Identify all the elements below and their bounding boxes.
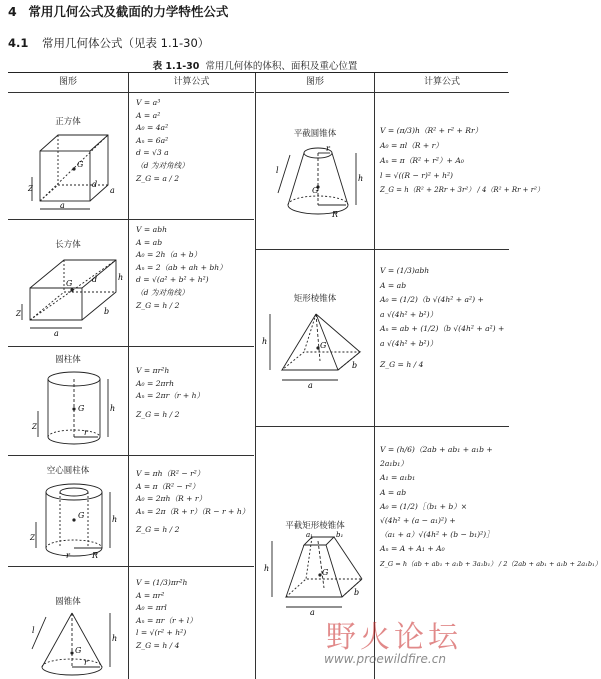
svg-text:h: h: [110, 404, 116, 413]
formula: A₀ = πl（R + r）: [380, 141, 443, 150]
formula: Aₙ = 6a²: [136, 135, 169, 145]
formula: V = abh: [136, 225, 167, 234]
svg-text:h: h: [112, 634, 118, 643]
formula: A = ab: [380, 280, 407, 290]
svg-text:R: R: [332, 210, 339, 219]
subsection-number: 4.1: [8, 36, 29, 50]
svg-text:d: d: [92, 180, 98, 189]
table-row: [256, 250, 509, 427]
shape-name: 平截圆锥体: [293, 129, 337, 139]
formula: d = √3 a: [136, 148, 169, 158]
formula: a √(4h² + b²)）: [380, 338, 438, 348]
formula: Aₙ = A + A₁ + A₀: [380, 544, 445, 554]
svg-text:b: b: [104, 307, 110, 316]
header-formula: 计算公式: [375, 73, 509, 93]
formula: （d 为对角线）: [136, 287, 189, 297]
formula: Z_G = a / 2: [136, 173, 180, 183]
header-formula: 计算公式: [129, 73, 254, 93]
table-left-half: [8, 73, 254, 679]
svg-text:G: G: [78, 511, 85, 520]
formula: l = √((R − r)² + h²): [380, 171, 454, 180]
svg-text:G: G: [75, 646, 82, 655]
formula-list: [380, 264, 504, 372]
formula: （d 为对角线）: [136, 160, 189, 170]
formula: Z_G = h / 4: [136, 640, 180, 650]
formula: A = πr²: [136, 590, 165, 600]
shape-name: 圆锥体: [55, 597, 81, 607]
formula: V = a³: [136, 98, 161, 107]
table-caption-title: 常用几何体的体积、面积及重心位置: [205, 61, 358, 72]
hollow-cylinder-diagram: [30, 480, 120, 562]
svg-text:Z: Z: [32, 423, 37, 431]
svg-text:r: r: [84, 658, 88, 667]
table-caption-label: 表 1.1-30: [152, 61, 200, 72]
svg-text:b: b: [352, 361, 358, 370]
section-number: 4: [8, 4, 17, 19]
svg-text:G: G: [320, 341, 327, 350]
section-heading: [8, 2, 228, 20]
watermark-text: 野火论坛: [326, 620, 462, 655]
svg-text:G: G: [77, 160, 84, 169]
formula-list: [136, 97, 189, 185]
table-row: [8, 567, 254, 679]
svg-text:h: h: [262, 337, 268, 346]
svg-text:a: a: [308, 381, 313, 390]
formula-list: [380, 123, 544, 198]
svg-text:a: a: [110, 186, 115, 195]
formula: A₀ = 2πh（R + r）: [136, 494, 207, 504]
formula: √(4h² + (a − a₁)²) +: [380, 516, 456, 526]
formula: Aₙ = 2πr（r + h）: [136, 391, 205, 401]
formula-list: [136, 577, 197, 653]
table-right-half: [255, 73, 601, 679]
shape-name: 长方体: [55, 240, 81, 250]
svg-text:l: l: [276, 166, 279, 175]
shape-name: 圆柱体: [55, 355, 81, 365]
formula: A₀ = 4a²: [136, 123, 169, 133]
header-shape: 图形: [256, 73, 374, 93]
section-title: 常用几何公式及截面的力学特性公式: [28, 4, 229, 19]
watermark-url: www.proewildfire.cn: [324, 652, 446, 666]
svg-text:a: a: [54, 329, 59, 338]
formula: Z_G = h（ab + ab₁ + a₁b + 3a₁b₁） / 2（2ab + ab₁ + a₁b + 2a₁b₁）: [380, 559, 601, 568]
svg-text:h: h: [264, 564, 270, 573]
svg-text:h: h: [358, 174, 364, 183]
formula: A = π（R² − r²）: [136, 481, 200, 491]
subsection-title: 常用几何体公式（见表 1.1-30）: [42, 36, 210, 50]
formula: Aₙ = 2（ab + ah + bh）: [136, 262, 227, 272]
svg-text:h: h: [118, 273, 124, 282]
formula: A = ab: [380, 487, 407, 497]
formula: V = (h/6)（2ab + ab₁ + a₁b +: [380, 445, 493, 454]
formula: a √(4h² + b²)）: [380, 309, 438, 319]
frustum-cone-diagram: [272, 143, 364, 223]
formula: V = (π/3)h（R² + r² + Rr）: [380, 126, 483, 135]
formula: Z_G = h / 2: [136, 300, 180, 310]
formula: A₀ = πrl: [136, 603, 167, 613]
table-row: [8, 456, 254, 567]
svg-text:Z: Z: [28, 185, 33, 193]
formula: A₁ = a₁b₁: [380, 473, 416, 483]
formula: Aₙ = π（R² + r²）+ A₀: [380, 156, 464, 165]
formula: d = √(a² + b² + h²): [136, 275, 209, 285]
formula-list: [136, 468, 249, 537]
formula: V = πr²h: [136, 366, 170, 375]
svg-text:a₁: a₁: [306, 531, 313, 539]
table-row: [8, 347, 254, 456]
formula: Z_G = h / 2: [136, 525, 180, 535]
formula: V = (1/3)abh: [380, 266, 430, 275]
svg-text:R: R: [92, 551, 99, 560]
svg-text:h: h: [112, 515, 118, 524]
svg-text:b: b: [354, 588, 360, 597]
svg-text:G: G: [312, 186, 319, 195]
cylinder-diagram: [32, 369, 116, 451]
formula: A₀ = 2πrh: [136, 378, 175, 388]
geometry-formula-table: [8, 72, 601, 679]
svg-text:Z: Z: [16, 310, 21, 318]
shape-name: 空心圆柱体: [46, 466, 90, 476]
svg-text:a: a: [310, 608, 315, 617]
svg-text:l: l: [32, 626, 35, 635]
rect-pyramid-diagram: [262, 308, 370, 390]
svg-text:G: G: [66, 279, 73, 288]
shape-name: 矩形棱锥体: [293, 294, 337, 304]
formula: Z_G = h / 2: [136, 409, 180, 419]
table-caption: [0, 58, 510, 72]
table-row: [256, 93, 544, 250]
svg-text:r: r: [66, 551, 70, 560]
table-row: [8, 93, 254, 220]
watermark: [318, 612, 508, 674]
svg-text:r: r: [84, 428, 88, 437]
formula-list: [136, 224, 227, 312]
formula: Z_G = h（R² + 2Rr + 3r²） / 4（R² + Rr + r²）: [380, 186, 544, 194]
formula: Z_G = h / 4: [380, 359, 424, 369]
header-shape: 图形: [8, 73, 128, 93]
svg-text:b₁: b₁: [336, 531, 344, 539]
formula: A₀ = (1/2)（b √(4h² + a²) +: [380, 295, 484, 305]
svg-text:G: G: [322, 568, 329, 577]
formula: Aₙ = 2π（R + r）（R − r + h）: [136, 506, 250, 516]
svg-text:r: r: [326, 144, 330, 153]
formula-list: [380, 443, 601, 571]
cube-diagram: [28, 129, 118, 213]
formula: A₀ = 2h（a + b）: [136, 250, 202, 260]
formula: （a₁ + a）√(4h² + (b − b₁)²)］: [380, 530, 494, 540]
formula: l = √(r² + h²): [136, 628, 187, 638]
formula: A₀ = (1/2)［（b₁ + b）×: [380, 501, 468, 511]
formula: V = (1/3)πr²h: [136, 578, 188, 587]
formula: Aₙ = ab + (1/2)（b √(4h² + a²) +: [380, 324, 505, 334]
cone-diagram: [28, 609, 118, 679]
formula: 2a₁b₁）: [380, 459, 408, 469]
formula: A = a²: [136, 110, 161, 120]
svg-text:a: a: [60, 201, 65, 210]
subsection-heading: [8, 35, 209, 51]
frustum-pyramid-diagram: [264, 531, 370, 617]
formula: V = πh（R² − r²）: [136, 469, 205, 478]
formula-list: [136, 365, 204, 421]
svg-text:d: d: [92, 275, 98, 284]
svg-text:G: G: [78, 404, 85, 413]
formula: A = ab: [136, 237, 163, 247]
shape-name: 平截矩形棱锥体: [285, 521, 345, 531]
svg-text:Z: Z: [30, 534, 35, 542]
cuboid-diagram: [16, 252, 126, 338]
formula: Aₙ = πr（r + l）: [136, 615, 197, 625]
table-row: [8, 220, 254, 347]
shape-name: 正方体: [55, 117, 81, 127]
